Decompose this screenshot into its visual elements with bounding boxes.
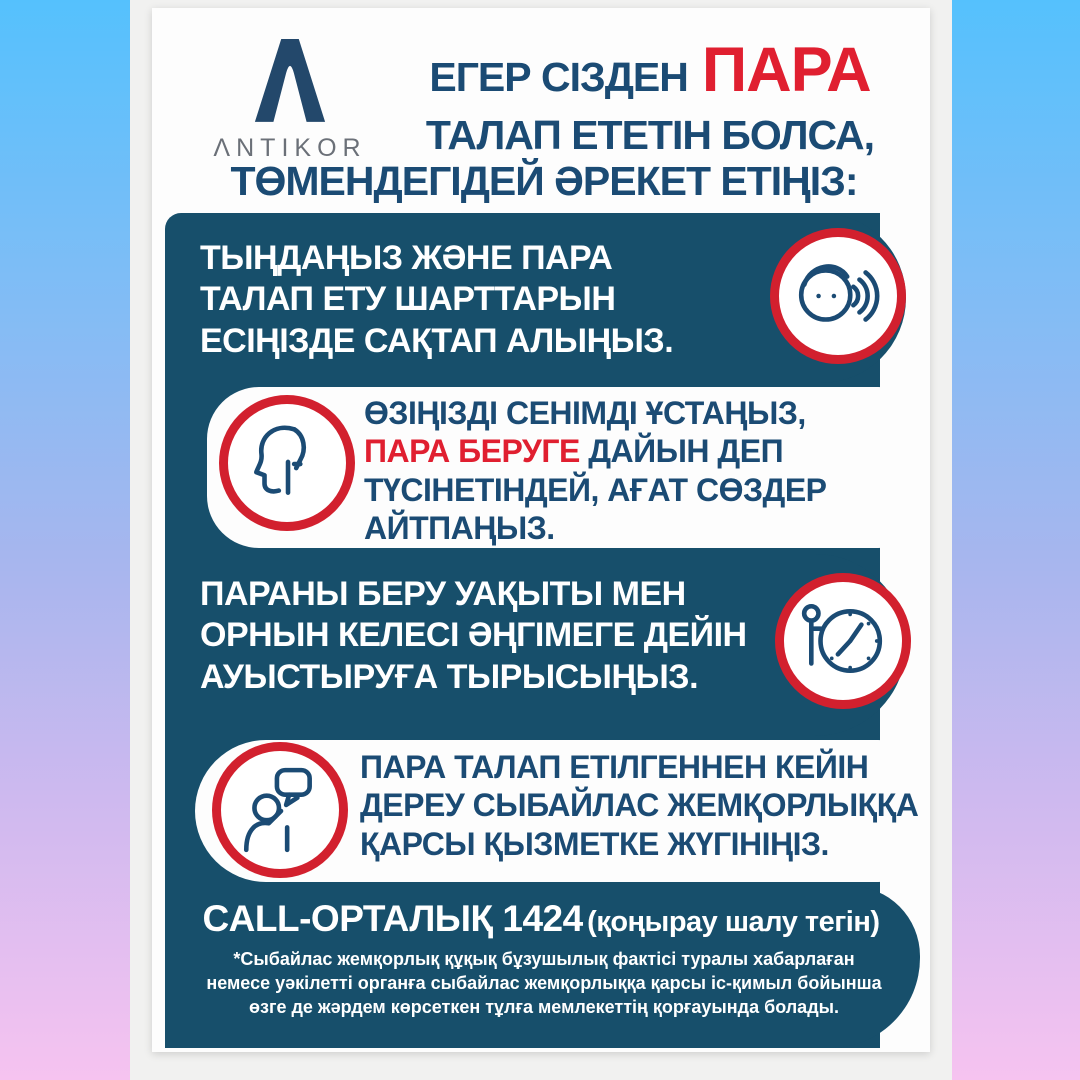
header-line-1 — [382, 34, 918, 106]
step1-text — [200, 238, 673, 362]
step4-line2: ДЕРЕУ СЫБАЙЛАС ЖЕМҚОРЛЫҚҚА — [360, 787, 919, 824]
step2-line2-accent: ПАРА БЕРУГЕ — [364, 433, 580, 470]
step2-line1: ӨЗІҢІЗДІ СЕНІМДІ ҰСТАҢЫЗ, — [364, 395, 806, 431]
antikor-brand-text: ΛNTIKOR — [213, 134, 367, 162]
step2-line2 — [364, 432, 827, 470]
hush-finger-icon — [219, 395, 355, 531]
gradient-band-left — [0, 0, 130, 1080]
step4-line1: ПАРА ТАЛАП ЕТІЛГЕННЕН КЕЙІН — [360, 749, 869, 785]
step4-line3: ҚАРСЫ ҚЫЗМЕТКЕ ЖҮГІНІҢІЗ. — [360, 825, 829, 862]
call-center-number: CALL-ОРТАЛЫҚ 1424 — [202, 898, 583, 939]
step1-line3: ЕСІҢІЗДЕ САҚТАП АЛЫҢЫЗ. — [200, 321, 674, 360]
step4-text — [360, 748, 918, 863]
antikor-poster — [152, 8, 930, 1052]
report-call-icon — [212, 742, 348, 878]
antikor-lambda-icon — [251, 36, 329, 124]
header-line-2: ТАЛАП ЕТЕТІН БОЛСА, — [425, 112, 875, 158]
watch-clock-icon — [775, 573, 911, 709]
disclaimer-line3: өзге де жәрдем көрсеткен тұлға мемлекеттің қорғауында болады. — [249, 996, 839, 1017]
step1-line2: ТАЛАП ЕТУ ШАРТТАРЫН — [200, 280, 616, 319]
header-line-3: ТӨМЕНДЕГІДЕЙ ӘРЕКЕТ ЕТІҢІЗ: — [230, 158, 858, 204]
step3-line3: АУЫСТЫРУҒА ТЫРЫСЫҢЫЗ. — [200, 657, 699, 696]
step2-line3: ТҮСІНЕТІНДЕЙ, АҒАТ СӨЗДЕР — [364, 471, 827, 508]
listening-ear-icon — [770, 228, 906, 364]
step2-line4: АЙТПАҢЫЗ. — [364, 510, 555, 547]
step3-line1: ПАРАНЫ БЕРУ УАҚЫТЫ МЕН — [200, 575, 686, 613]
step3-text — [200, 574, 747, 698]
step2-text — [364, 394, 827, 548]
call-center-disclaimer — [182, 948, 906, 1020]
gradient-band-right — [952, 0, 1080, 1080]
disclaimer-line2: немесе уәкілетті органға сыбайлас жемқорлыққа қарсы іс-қимыл бойынша — [206, 972, 882, 993]
disclaimer-line1: *Сыбайлас жемқорлық құқық бұзушылық фактісі туралы хабарлаған — [233, 949, 855, 969]
call-center-free-note: (қоңырау шалу тегін) — [587, 906, 880, 938]
step1-line1: ТЫҢДАҢЫЗ ЖӘНЕ ПАРА — [200, 239, 613, 277]
header-line1-accent: ПАРА — [701, 35, 871, 105]
step2-line2-rest: ДАЙЫН ДЕП — [588, 433, 784, 470]
call-center-title — [172, 898, 910, 940]
step3-line2: ОРНЫН КЕЛЕСІ ӘҢГІМЕГЕ ДЕЙІН — [200, 616, 747, 655]
antikor-logo — [200, 36, 380, 163]
header-line1-normal: ЕГЕР СІЗДЕН — [429, 54, 688, 100]
